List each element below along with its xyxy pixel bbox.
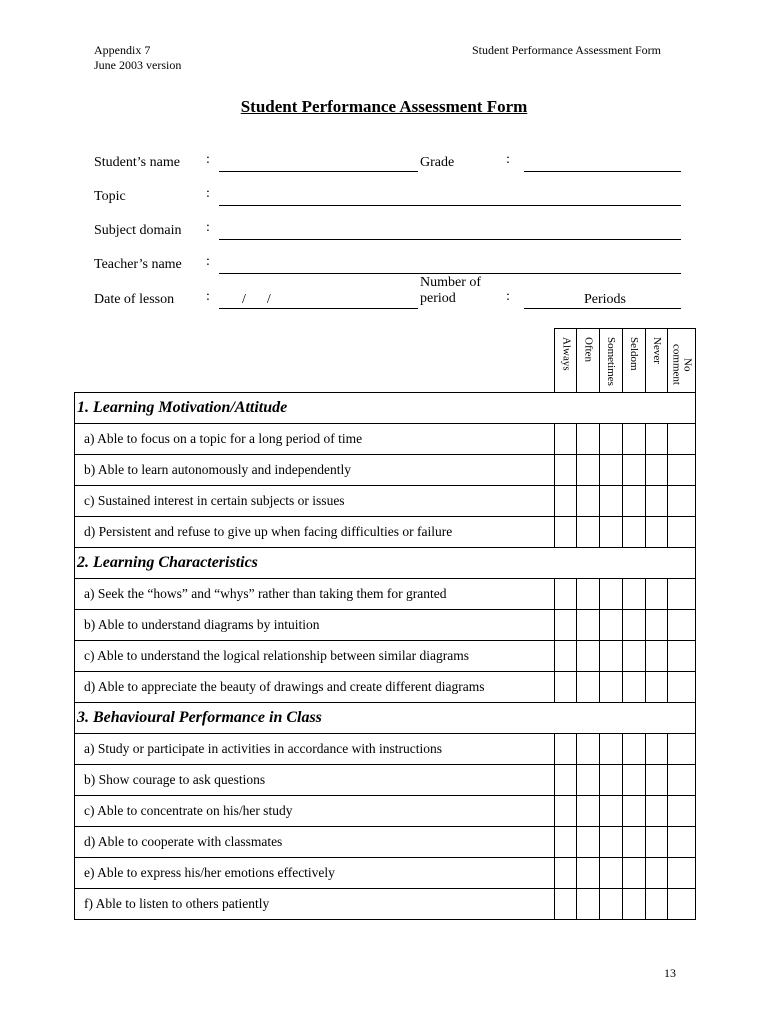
rating-box-always[interactable]	[555, 455, 577, 486]
option-header-always	[555, 329, 577, 393]
option-header-no-comment	[667, 329, 695, 393]
header-form-name: Student Performance Assessment Form	[472, 43, 661, 57]
item-label: c) Able to understand the logical relationship between similar diagrams	[75, 641, 555, 672]
rating-box-never[interactable]	[645, 889, 667, 920]
appendix-label: Appendix 7	[94, 43, 151, 57]
rating-box-never[interactable]	[645, 486, 667, 517]
section-title: 3. Behavioural Performance in Class	[75, 703, 696, 734]
number-of-period-label: Number of period	[420, 275, 482, 306]
date-slashes: / /	[242, 292, 271, 307]
item-label: b) Able to understand diagrams by intuition	[75, 610, 555, 641]
rating-box-often[interactable]	[577, 827, 599, 858]
item-label: c) Sustained interest in certain subjects or issues	[75, 486, 555, 517]
rating-box-never[interactable]	[645, 796, 667, 827]
rating-box-often[interactable]	[577, 765, 599, 796]
table-row	[75, 734, 696, 765]
rating-box-no-comment[interactable]	[667, 486, 695, 517]
option-label: Often	[582, 337, 595, 363]
rating-box-sometimes[interactable]	[599, 734, 622, 765]
rating-box-seldom[interactable]	[622, 424, 645, 455]
rating-box-no-comment[interactable]	[667, 610, 695, 641]
section-row	[75, 703, 696, 734]
item-label: a) Able to focus on a topic for a long period of time	[75, 424, 555, 455]
rating-box-no-comment[interactable]	[667, 455, 695, 486]
rating-box-no-comment[interactable]	[667, 796, 695, 827]
rating-box-always[interactable]	[555, 610, 577, 641]
rating-box-always[interactable]	[555, 796, 577, 827]
rating-box-sometimes[interactable]	[599, 610, 622, 641]
rating-box-always[interactable]	[555, 765, 577, 796]
option-label: Never	[650, 337, 663, 364]
student-name-label: Student’s name	[94, 155, 180, 170]
rating-box-sometimes[interactable]	[599, 455, 622, 486]
table-row	[75, 486, 696, 517]
periods-label: Periods	[584, 292, 626, 307]
student-name-field[interactable]	[219, 171, 418, 172]
rating-box-no-comment[interactable]	[667, 517, 695, 548]
rating-box-never[interactable]	[645, 672, 667, 703]
options-header-row	[75, 329, 696, 393]
rating-box-always[interactable]	[555, 486, 577, 517]
rating-box-always[interactable]	[555, 672, 577, 703]
item-label: c) Able to concentrate on his/her study	[75, 796, 555, 827]
rating-box-never[interactable]	[645, 517, 667, 548]
rating-box-never[interactable]	[645, 579, 667, 610]
rating-box-no-comment[interactable]	[667, 641, 695, 672]
option-header-often	[577, 329, 599, 393]
rating-box-always[interactable]	[555, 579, 577, 610]
rating-box-always[interactable]	[555, 858, 577, 889]
subject-domain-field[interactable]	[219, 239, 681, 240]
table-row	[75, 672, 696, 703]
item-label: b) Able to learn autonomously and independently	[75, 455, 555, 486]
table-row	[75, 765, 696, 796]
table-row	[75, 455, 696, 486]
assessment-table	[74, 328, 696, 920]
section-title: 2. Learning Characteristics	[75, 548, 696, 579]
rating-box-often[interactable]	[577, 610, 599, 641]
item-label: b) Show courage to ask questions	[75, 765, 555, 796]
option-header-sometimes	[599, 329, 622, 393]
rating-box-often[interactable]	[577, 517, 599, 548]
colon: :	[206, 289, 210, 304]
table-row	[75, 858, 696, 889]
table-row	[75, 889, 696, 920]
section-title: 1. Learning Motivation/Attitude	[75, 393, 696, 424]
table-row	[75, 424, 696, 455]
rating-box-often[interactable]	[577, 486, 599, 517]
item-label: d) Able to appreciate the beauty of drawings and create different diagrams	[75, 672, 555, 703]
page-title: Student Performance Assessment Form	[240, 97, 528, 116]
colon: :	[206, 220, 210, 235]
rating-box-often[interactable]	[577, 424, 599, 455]
table-row	[75, 641, 696, 672]
rating-box-often[interactable]	[577, 858, 599, 889]
header-blank-cell	[75, 329, 555, 393]
rating-box-always[interactable]	[555, 889, 577, 920]
rating-box-seldom[interactable]	[622, 734, 645, 765]
rating-box-sometimes[interactable]	[599, 517, 622, 548]
option-label: Sometimes	[605, 337, 618, 386]
rating-box-seldom[interactable]	[622, 889, 645, 920]
rating-box-no-comment[interactable]	[667, 827, 695, 858]
rating-box-sometimes[interactable]	[599, 641, 622, 672]
rating-box-seldom[interactable]	[622, 765, 645, 796]
option-label: No comment	[670, 344, 694, 385]
item-label: a) Study or participate in activities in accordance with instructions	[75, 734, 555, 765]
item-label: e) Able to express his/her emotions effectively	[75, 858, 555, 889]
rating-box-no-comment[interactable]	[667, 734, 695, 765]
rating-box-sometimes[interactable]	[599, 858, 622, 889]
item-label: a) Seek the “hows” and “whys” rather than taking them for granted	[75, 579, 555, 610]
teacher-name-label: Teacher’s name	[94, 257, 182, 272]
section-row	[75, 548, 696, 579]
table-row	[75, 827, 696, 858]
colon: :	[206, 186, 210, 201]
rating-box-seldom[interactable]	[622, 858, 645, 889]
number-of-period-field[interactable]	[524, 308, 681, 309]
rating-box-often[interactable]	[577, 455, 599, 486]
table-row	[75, 517, 696, 548]
rating-box-seldom[interactable]	[622, 517, 645, 548]
rating-box-no-comment[interactable]	[667, 858, 695, 889]
rating-box-often[interactable]	[577, 579, 599, 610]
topic-field[interactable]	[219, 205, 681, 206]
item-label: d) Able to cooperate with classmates	[75, 827, 555, 858]
rating-box-seldom[interactable]	[622, 827, 645, 858]
rating-box-never[interactable]	[645, 641, 667, 672]
rating-box-seldom[interactable]	[622, 672, 645, 703]
rating-box-seldom[interactable]	[622, 579, 645, 610]
teacher-name-field[interactable]	[219, 273, 681, 274]
rating-box-never[interactable]	[645, 734, 667, 765]
rating-box-no-comment[interactable]	[667, 424, 695, 455]
page-number: 13	[664, 966, 676, 980]
rating-box-no-comment[interactable]	[667, 579, 695, 610]
subject-domain-label: Subject domain	[94, 223, 182, 238]
rating-box-always[interactable]	[555, 734, 577, 765]
rating-box-often[interactable]	[577, 641, 599, 672]
rating-box-never[interactable]	[645, 858, 667, 889]
option-header-never	[645, 329, 667, 393]
rating-box-sometimes[interactable]	[599, 486, 622, 517]
date-of-lesson-field[interactable]	[219, 308, 418, 309]
option-label: Seldom	[628, 337, 641, 371]
rating-box-no-comment[interactable]	[667, 672, 695, 703]
rating-box-sometimes[interactable]	[599, 796, 622, 827]
colon: :	[206, 152, 210, 167]
colon: :	[206, 254, 210, 269]
rating-box-often[interactable]	[577, 734, 599, 765]
table-row	[75, 796, 696, 827]
rating-box-seldom[interactable]	[622, 641, 645, 672]
rating-box-always[interactable]	[555, 641, 577, 672]
rating-box-always[interactable]	[555, 827, 577, 858]
rating-box-sometimes[interactable]	[599, 672, 622, 703]
grade-field[interactable]	[524, 171, 681, 172]
topic-label: Topic	[94, 189, 126, 204]
rating-box-never[interactable]	[645, 765, 667, 796]
option-header-seldom	[622, 329, 645, 393]
table-row	[75, 610, 696, 641]
grade-label: Grade	[420, 155, 455, 170]
rating-box-often[interactable]	[577, 889, 599, 920]
rating-box-always[interactable]	[555, 517, 577, 548]
colon: :	[506, 152, 510, 167]
rating-box-no-comment[interactable]	[667, 889, 695, 920]
rating-box-always[interactable]	[555, 424, 577, 455]
rating-box-never[interactable]	[645, 424, 667, 455]
rating-box-seldom[interactable]	[622, 610, 645, 641]
rating-box-often[interactable]	[577, 796, 599, 827]
date-of-lesson-label: Date of lesson	[94, 292, 175, 307]
table-body	[75, 329, 696, 920]
item-label: d) Persistent and refuse to give up when facing difficulties or failure	[75, 517, 555, 548]
section-row	[75, 393, 696, 424]
rating-box-sometimes[interactable]	[599, 889, 622, 920]
rating-box-no-comment[interactable]	[667, 765, 695, 796]
rating-box-often[interactable]	[577, 672, 599, 703]
table-row	[75, 579, 696, 610]
rating-box-sometimes[interactable]	[599, 765, 622, 796]
rating-box-sometimes[interactable]	[599, 827, 622, 858]
rating-box-sometimes[interactable]	[599, 424, 622, 455]
rating-box-never[interactable]	[645, 610, 667, 641]
rating-box-seldom[interactable]	[622, 796, 645, 827]
version-label: June 2003 version	[94, 58, 182, 72]
option-label: Always	[560, 337, 573, 371]
rating-box-sometimes[interactable]	[599, 579, 622, 610]
rating-box-seldom[interactable]	[622, 486, 645, 517]
rating-box-never[interactable]	[645, 827, 667, 858]
item-label: f) Able to listen to others patiently	[75, 889, 555, 920]
rating-box-never[interactable]	[645, 455, 667, 486]
colon: :	[506, 289, 510, 304]
rating-box-seldom[interactable]	[622, 455, 645, 486]
